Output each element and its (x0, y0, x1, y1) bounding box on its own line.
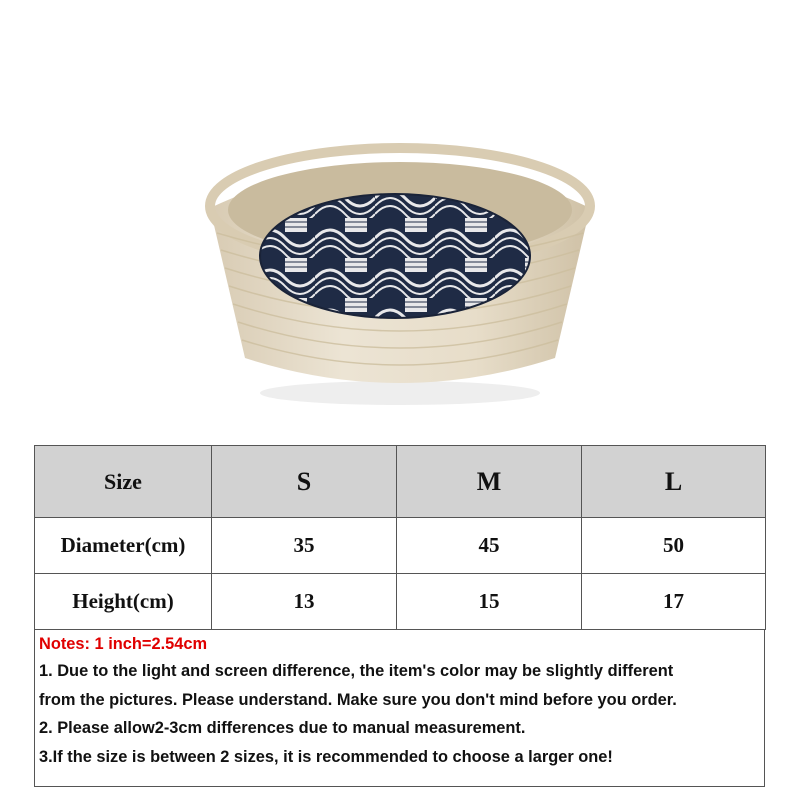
height-m: 15 (397, 574, 582, 630)
height-l: 17 (582, 574, 766, 630)
table-row-height (35, 574, 766, 630)
diameter-s: 35 (212, 518, 397, 574)
header-size-l: L (582, 446, 766, 518)
header-size-s: S (212, 446, 397, 518)
table-row-diameter (35, 518, 766, 574)
header-size: Size (35, 446, 212, 518)
row-label-diameter: Diameter(cm) (35, 518, 212, 574)
height-s: 13 (212, 574, 397, 630)
notes-line-3: 2. Please allow2-3cm differences due to manual measurement. (39, 719, 526, 737)
notes-box (34, 630, 765, 787)
notes-title: Notes: 1 inch=2.54cm (39, 635, 208, 653)
product-photo-woven-basket-bed (195, 138, 605, 418)
size-table-header-row (35, 446, 766, 518)
diameter-l: 50 (582, 518, 766, 574)
notes-line-4: 3.If the size is between 2 sizes, it is recommended to choose a larger one! (39, 747, 613, 766)
size-table (34, 445, 766, 630)
header-size-m: M (397, 446, 582, 518)
notes-line-1: 1. Due to the light and screen difference, the item's color may be slightly different (39, 662, 674, 680)
notes-line-2: from the pictures. Please understand. Make sure you don't mind before you order. (39, 690, 677, 709)
row-label-height: Height(cm) (35, 574, 212, 630)
diameter-m: 45 (397, 518, 582, 574)
